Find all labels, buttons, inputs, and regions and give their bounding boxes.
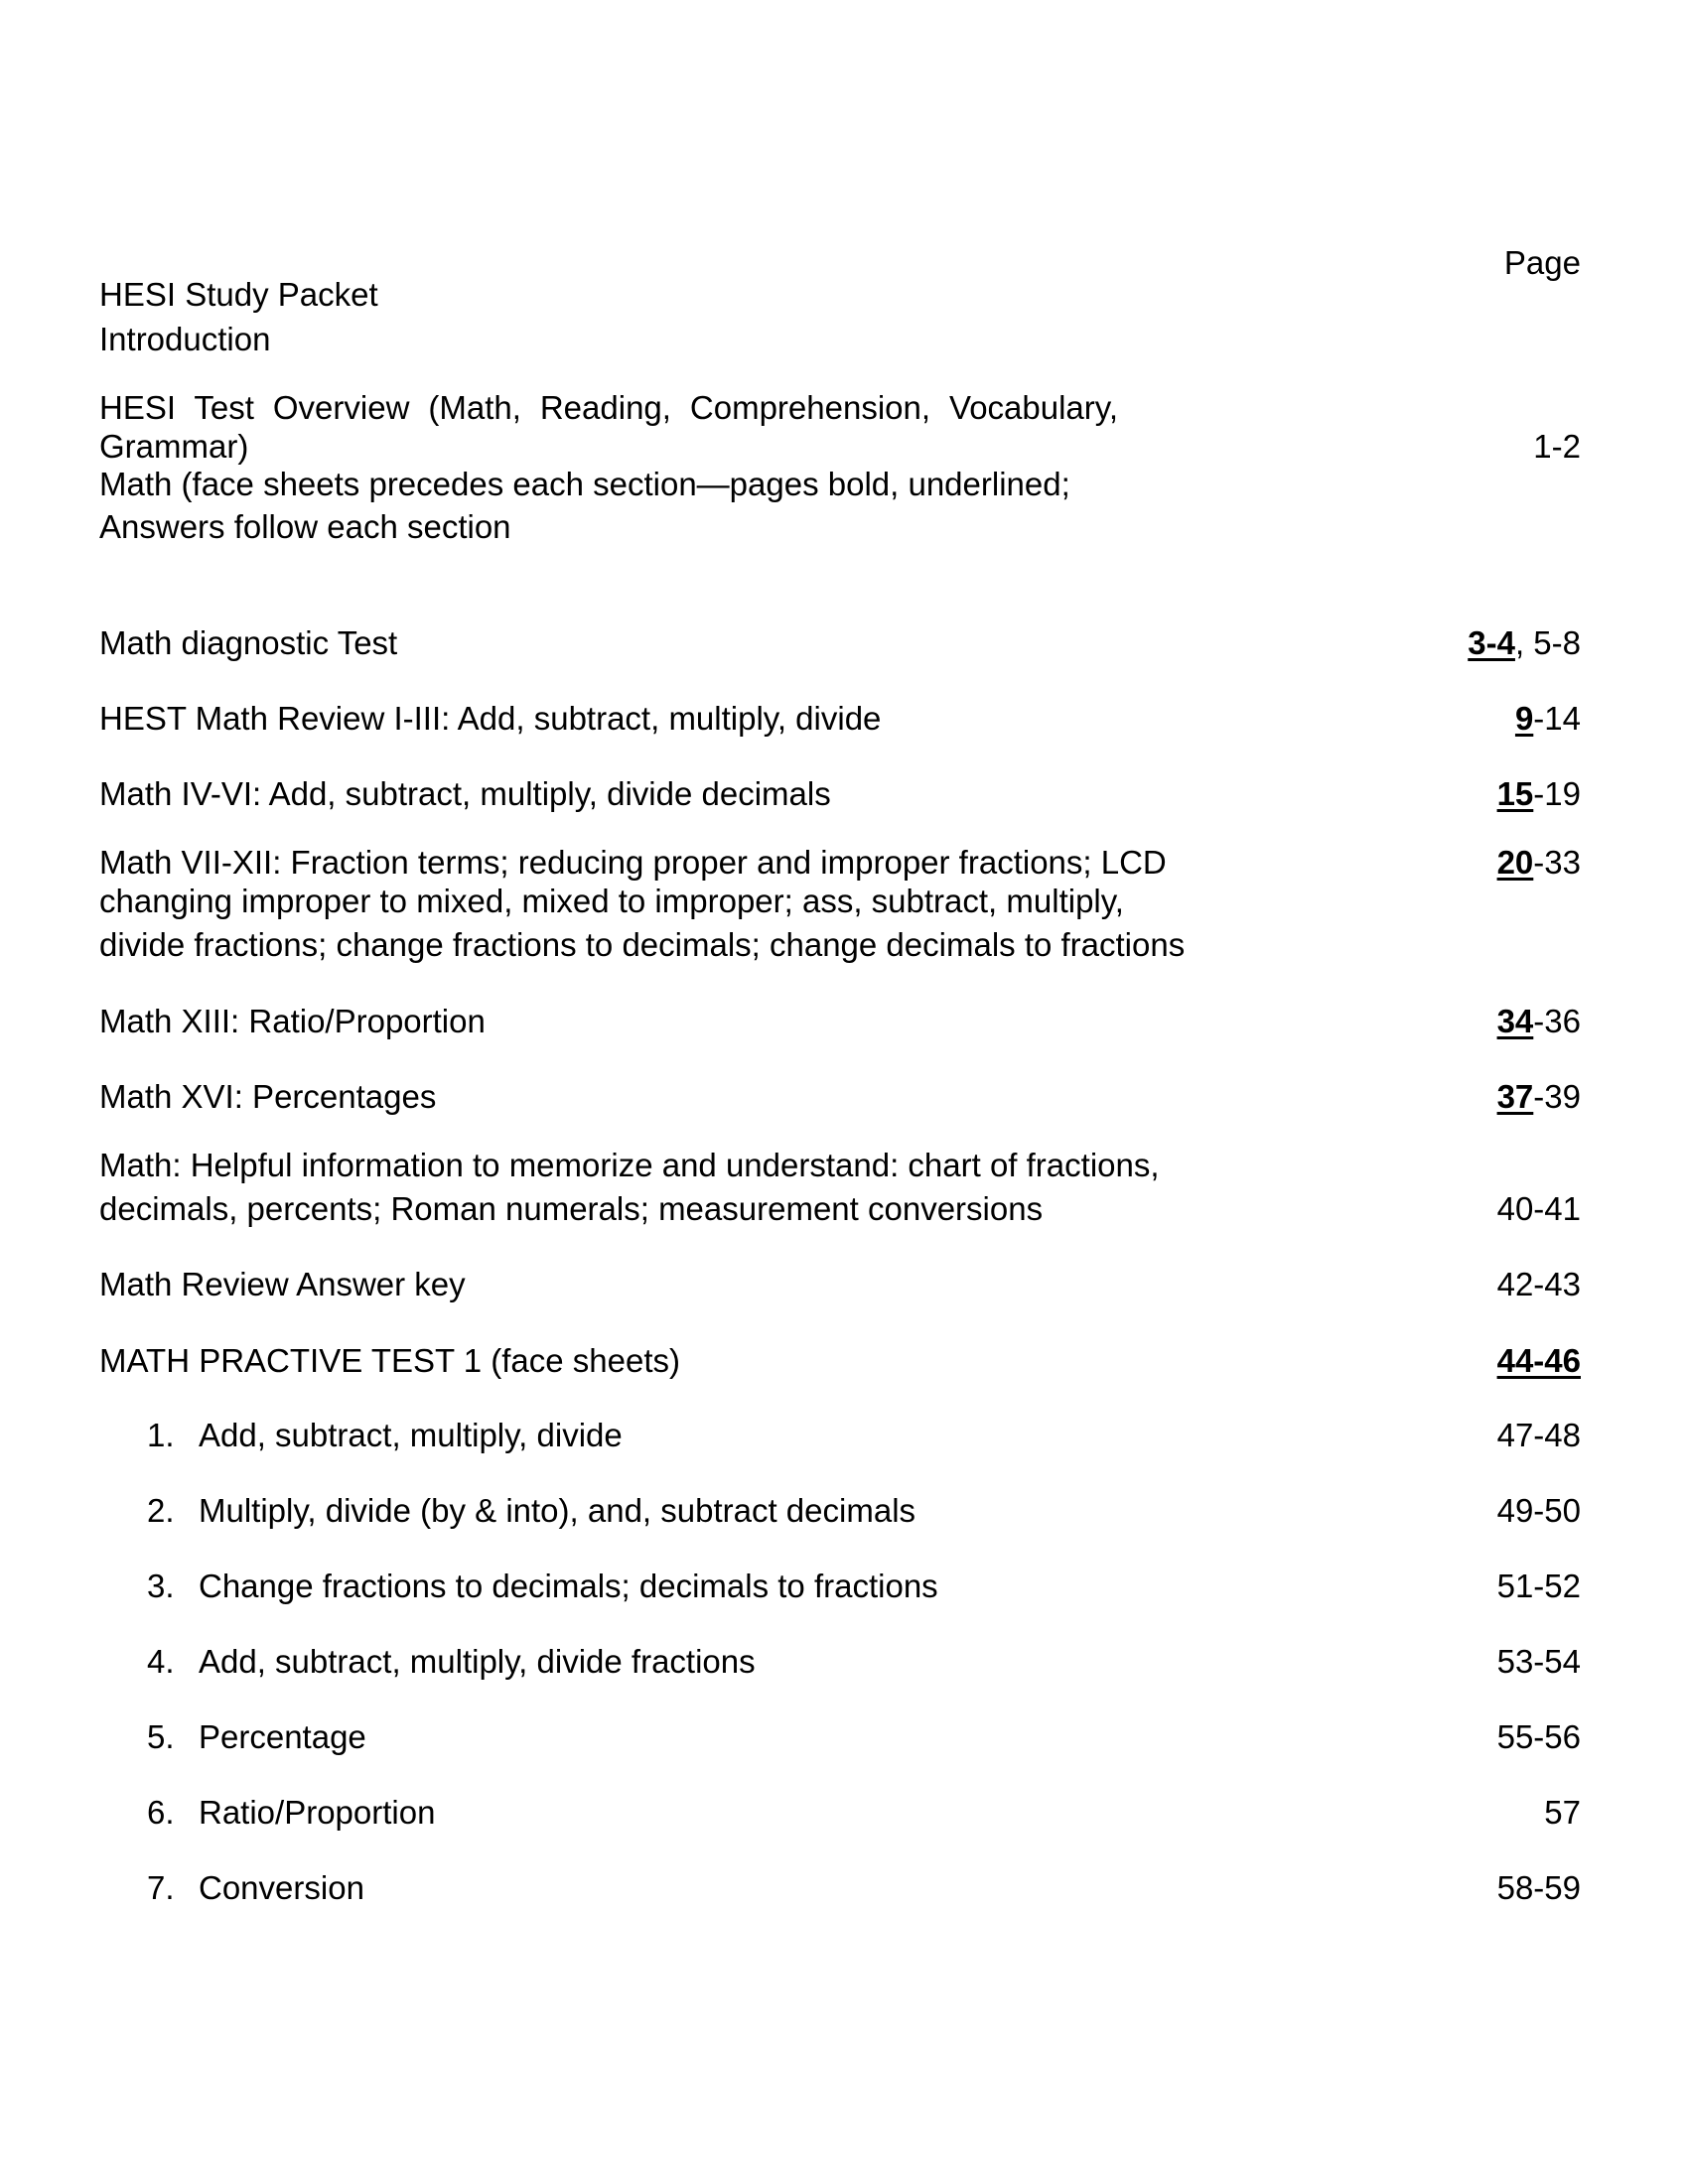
overview-note-line-2: Answers follow each section [99, 508, 511, 545]
pages-bold: 34 [1496, 1003, 1534, 1039]
toc-entry-review-4-6: Math IV-VI: Add, subtract, multiply, divide decimals [99, 775, 831, 812]
practice-item-number: 7. [147, 1869, 175, 1906]
toc-pages-review-1-3 [1515, 702, 1581, 735]
practice-item-pages: 51-52 [1496, 1568, 1581, 1604]
overview-note-line-1: Math (face sheets precedes each section—pages bold, underlined; [99, 466, 1070, 502]
overview-pages: 1-2 [1533, 428, 1581, 465]
toc-pages-review-4-6 [1497, 777, 1581, 810]
page-column-label: Page [1503, 244, 1581, 281]
pages-bold: 37 [1496, 1078, 1534, 1115]
toc-entry-diagnostic: Math diagnostic Test [99, 624, 398, 661]
toc-entry-review-7-12-line-1: Math VII-XII: Fraction terms; reducing proper and improper fractions; LCD [99, 844, 1167, 881]
toc-entry-helpful-line-1: Math: Helpful information to memorize and understand: chart of fractions, [99, 1147, 1160, 1183]
practice-item-pages: 47-48 [1496, 1417, 1581, 1453]
pages-bold: 15 [1496, 775, 1534, 812]
practice-item-label: Add, subtract, multiply, divide fractions [199, 1643, 756, 1680]
pages-rest: -19 [1533, 775, 1581, 812]
practice-item-number: 3. [147, 1568, 175, 1604]
practice-item-number: 4. [147, 1643, 175, 1680]
toc-entry-helpful-line-2: decimals, percents; Roman numerals; measurement conversions [99, 1190, 1044, 1227]
overview-line-2: Grammar) [99, 428, 249, 465]
toc-pages-review-16 [1497, 1080, 1581, 1113]
pages-rest: -39 [1533, 1078, 1581, 1115]
practice-item-pages: 55-56 [1496, 1718, 1581, 1755]
practice-item-pages: 53-54 [1496, 1643, 1581, 1680]
practice-item-label: Percentage [199, 1718, 366, 1755]
document-title: HESI Study Packet [99, 276, 378, 313]
toc-pages-review-13 [1497, 1005, 1581, 1037]
overview-line-1: HESI Test Overview (Math, Reading, Comprehension, Vocabulary, [99, 389, 1118, 426]
practice-item-label: Add, subtract, multiply, divide [199, 1417, 623, 1453]
toc-entry-review-7-12-line-3: divide fractions; change fractions to decimals; change decimals to fractions [99, 926, 1186, 963]
practice-item-label: Conversion [199, 1869, 364, 1906]
toc-entry-practice-test: MATH PRACTIVE TEST 1 (face sheets) [99, 1342, 680, 1379]
toc-entry-answer-key: Math Review Answer key [99, 1266, 466, 1302]
practice-item-label: Change fractions to decimals; decimals to fractions [199, 1568, 938, 1604]
practice-item-label: Ratio/Proportion [199, 1794, 436, 1831]
pages-bold: 3-4 [1468, 624, 1515, 661]
pages-rest: -33 [1533, 844, 1581, 881]
toc-entry-review-7-12-line-2: changing improper to mixed, mixed to improper; ass, subtract, multiply, [99, 883, 1124, 919]
pages-bold: 20 [1496, 844, 1534, 881]
practice-item-number: 1. [147, 1417, 175, 1453]
pages-bold: 9 [1514, 700, 1534, 737]
practice-item-number: 6. [147, 1794, 175, 1831]
introduction-heading: Introduction [99, 321, 271, 357]
pages-rest: -36 [1533, 1003, 1581, 1039]
toc-entry-review-13: Math XIII: Ratio/Proportion [99, 1003, 486, 1039]
toc-pages-answer-key: 42-43 [1496, 1266, 1581, 1302]
practice-item-number: 2. [147, 1492, 175, 1529]
pages-rest: , 5-8 [1514, 624, 1581, 661]
toc-pages-practice-test [1497, 1344, 1581, 1377]
pages-rest: -14 [1533, 700, 1581, 737]
pages-bold: 44-46 [1496, 1342, 1581, 1379]
practice-item-pages: 49-50 [1496, 1492, 1581, 1529]
toc-pages-helpful: 40-41 [1496, 1190, 1581, 1227]
toc-pages-review-7-12 [1497, 846, 1581, 879]
toc-entry-review-16: Math XVI: Percentages [99, 1078, 437, 1115]
toc-entry-review-1-3: HEST Math Review I-III: Add, subtract, multiply, divide [99, 700, 882, 737]
practice-item-pages: 57 [1544, 1794, 1581, 1831]
practice-item-number: 5. [147, 1718, 175, 1755]
toc-pages-diagnostic [1468, 626, 1581, 659]
practice-item-label: Multiply, divide (by & into), and, subtract decimals [199, 1492, 916, 1529]
practice-item-pages: 58-59 [1496, 1869, 1581, 1906]
